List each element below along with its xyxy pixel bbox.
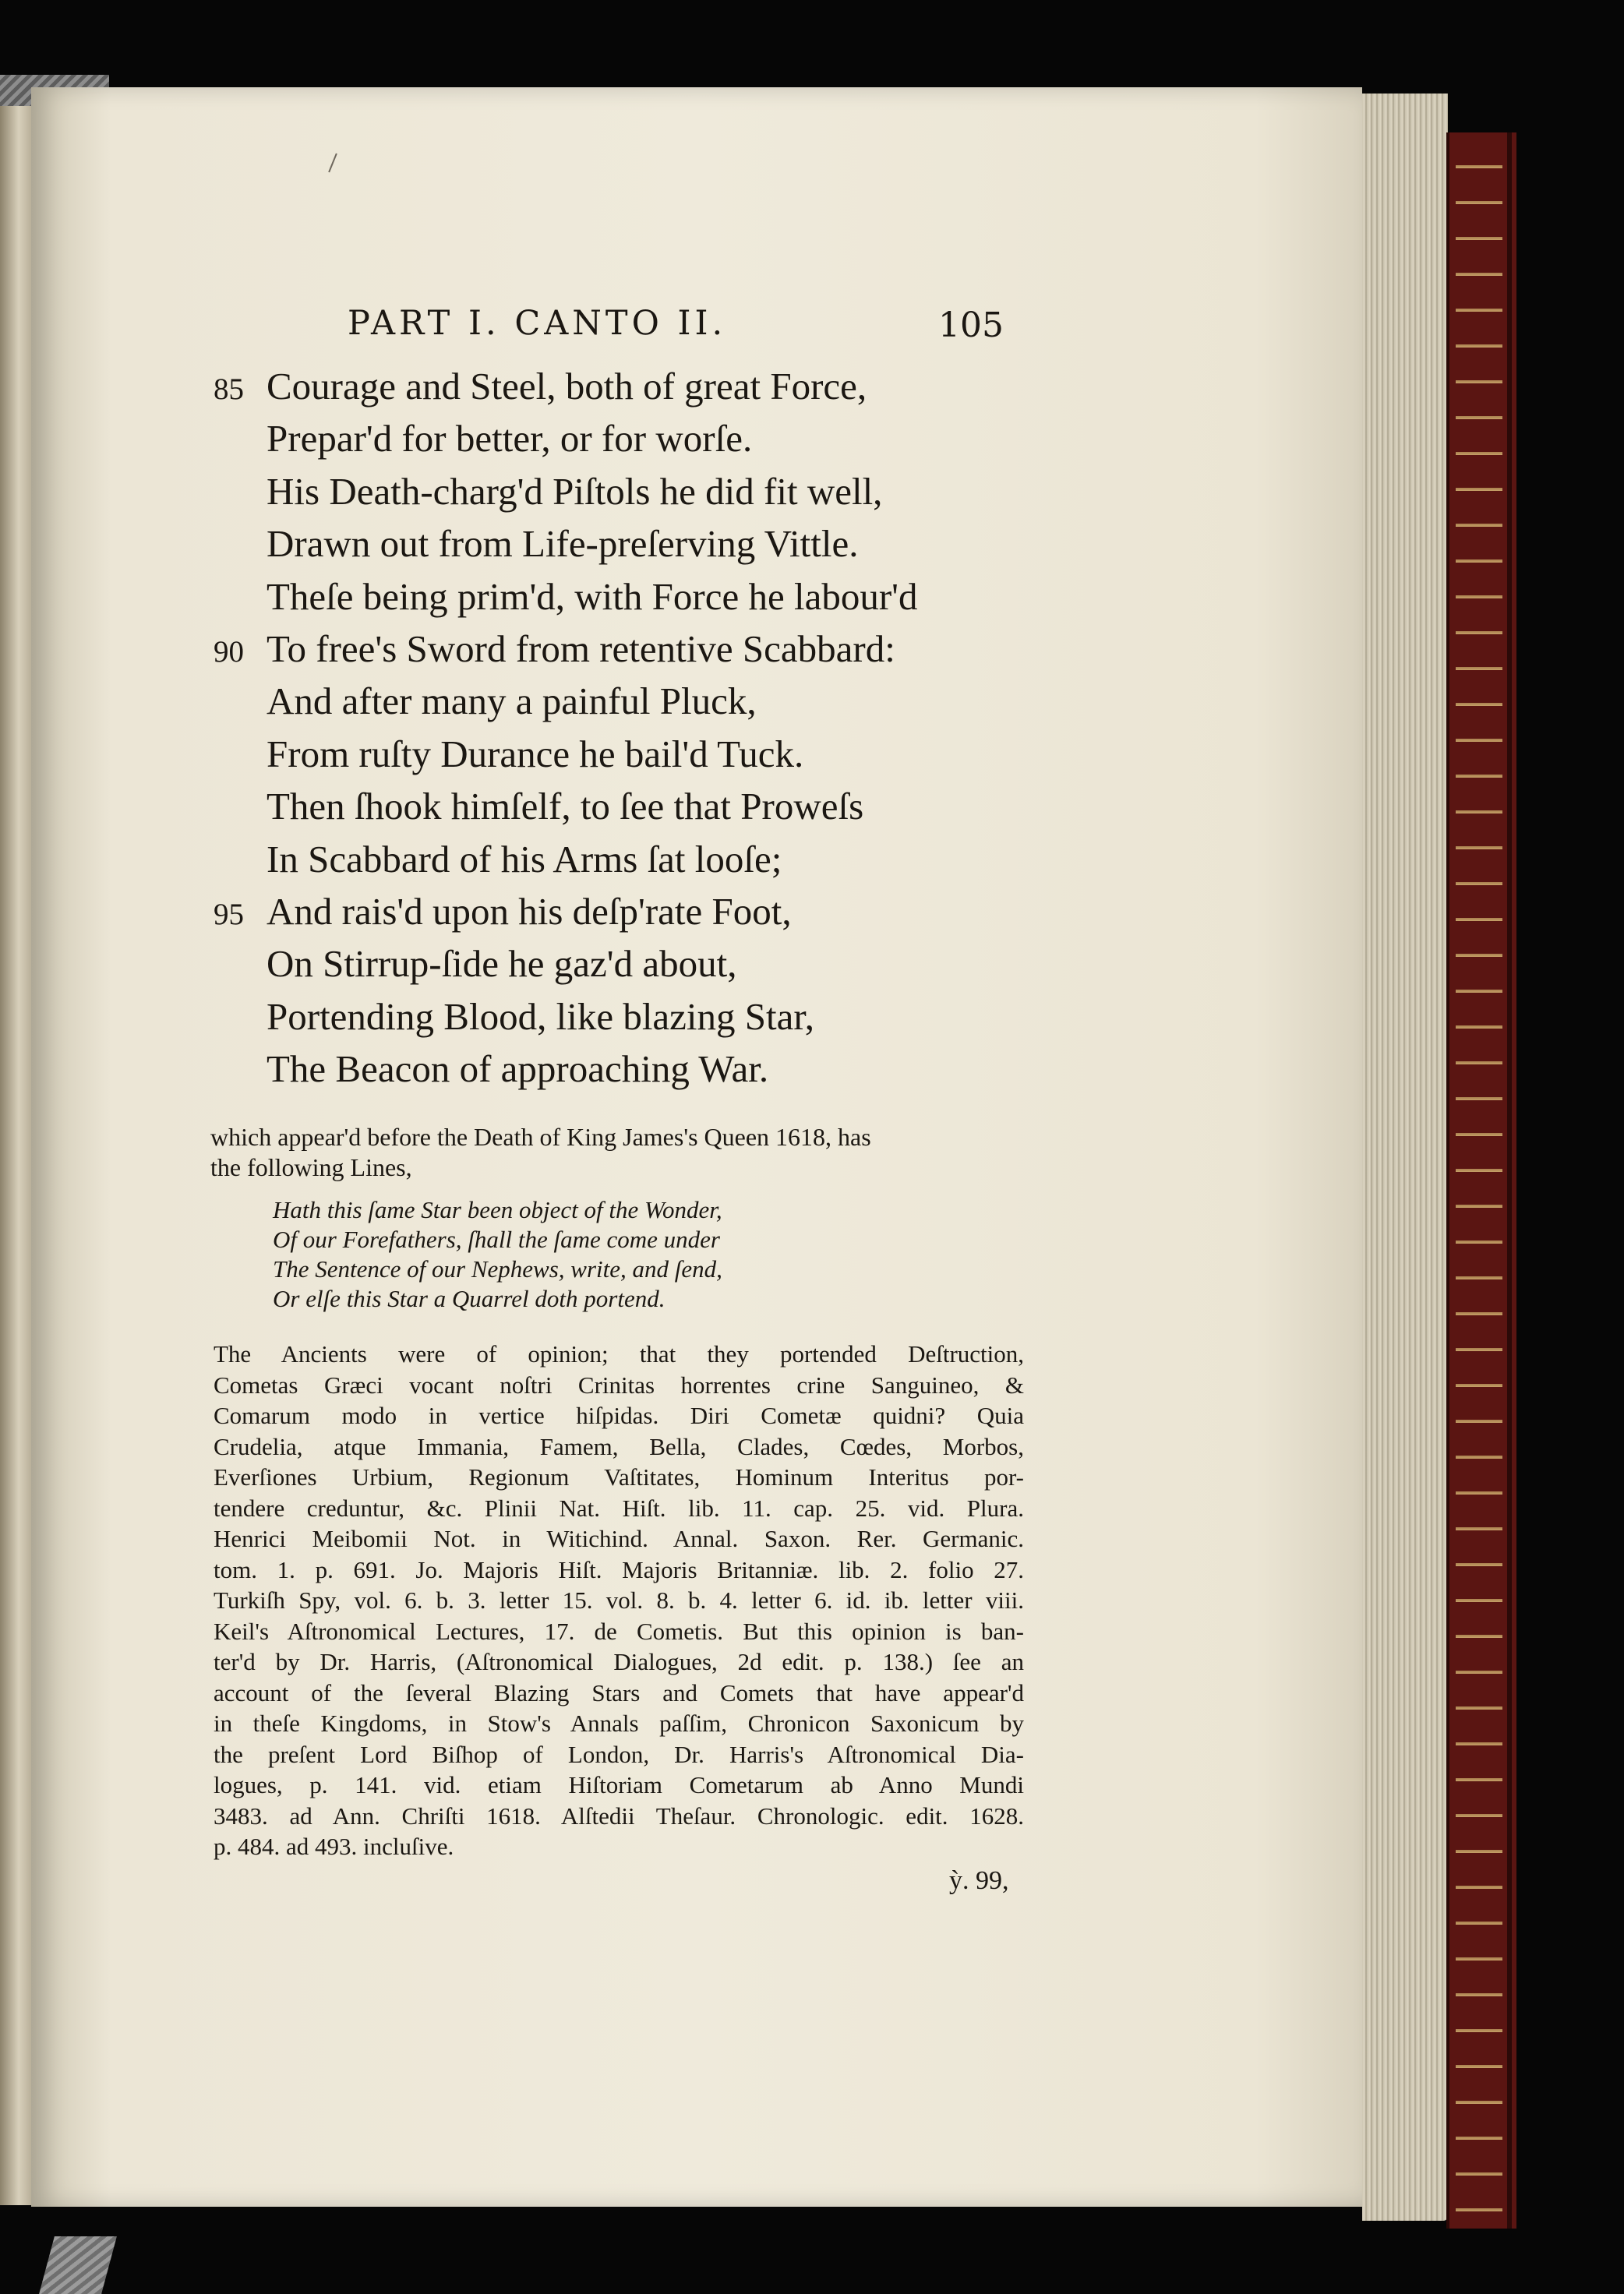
verse-text: His Death-charg'd Piſtols he did fit well, bbox=[267, 469, 883, 513]
verse-line bbox=[210, 833, 1036, 885]
verse-text: Prepar'd for better, or for worſe. bbox=[267, 417, 753, 461]
commentary-line: ter'd by Dr. Harris, (Aſtronomical Dialogues, 2d edit. p. 138.) ſee an bbox=[214, 1648, 1024, 1675]
quote-line: Or elſe this Star a Quarrel doth portend. bbox=[273, 1285, 665, 1312]
verse-line bbox=[210, 937, 1036, 990]
commentary-line: Henrici Meibomii Not. in Witichind. Annal. Saxon. Rer. Germanic. bbox=[214, 1525, 1024, 1552]
note-line: which appear'd before the Death of King James's Queen 1618, has bbox=[210, 1123, 871, 1151]
verse-line bbox=[210, 728, 1036, 780]
verse-text: And after many a painful Pluck, bbox=[267, 679, 757, 723]
verse-line bbox=[210, 780, 1036, 832]
verse-text: Then ſhook himſelf, to ſee that Proweſs bbox=[267, 785, 864, 828]
commentary-line: logues, p. 141. vid. etiam Hiſtoriam Cometarum ab Anno Mundi bbox=[214, 1771, 1024, 1798]
commentary-line: the preſent Lord Biſhop of London, Dr. Harris's Aſtronomical Dia- bbox=[214, 1740, 1024, 1768]
verse-line bbox=[210, 412, 1036, 464]
footnote-intro bbox=[210, 1122, 1021, 1182]
commentary-line: 3483. ad Ann. Chriſti 1618. Alſtedii Theſaur. Chronologic. edit. 1628. bbox=[214, 1802, 1024, 1830]
commentary-line: Everſiones Urbium, Regionum Vaſtitates, Hominum Interitus por- bbox=[214, 1463, 1024, 1491]
binding-edge bbox=[1507, 132, 1512, 2229]
verse-line bbox=[210, 885, 1036, 937]
verse-line bbox=[210, 990, 1036, 1043]
commentary-line: tendere creduntur, &c. Plinii Nat. Hiſt. lib. 11. cap. 25. vid. Plura. bbox=[214, 1494, 1024, 1522]
verse-block bbox=[210, 360, 1036, 1095]
verse-text: And rais'd upon his deſp'rate Foot, bbox=[267, 889, 792, 933]
quote-line: The Sentence of our Nephews, write, and ſend, bbox=[273, 1255, 722, 1283]
quote-line: Hath this ſame Star been object of the Wonder, bbox=[273, 1196, 722, 1223]
commentary-line: Keil's Aſtronomical Lectures, 17. de Cometis. But this opinion is ban- bbox=[214, 1617, 1024, 1645]
verse-line bbox=[210, 570, 1036, 623]
footnote-commentary bbox=[214, 1339, 1024, 1862]
line-number: 85 bbox=[214, 372, 244, 406]
verse-text: To free's Sword from retentive Scabbard: bbox=[267, 626, 895, 670]
verse-text: Courage and Steel, both of great Force, bbox=[267, 365, 867, 408]
commentary-line: tom. 1. p. 691. Jo. Majoris Hiſt. Majoris Britanniæ. lib. 2. folio 27. bbox=[214, 1555, 1024, 1583]
verse-line bbox=[210, 623, 1036, 675]
commentary-line: The Ancients were of opinion; that they portended Deſtruction, bbox=[214, 1340, 1024, 1368]
verse-line bbox=[210, 465, 1036, 517]
verse-line bbox=[210, 1043, 1036, 1095]
running-head: PART I. CANTO II. bbox=[348, 304, 727, 343]
line-number: 90 bbox=[214, 634, 244, 669]
commentary-line: account of the ſeveral Blazing Stars and Comets that have appear'd bbox=[214, 1678, 1024, 1706]
verse-line bbox=[210, 517, 1036, 570]
verse-text: Portending Blood, like blazing Star, bbox=[267, 994, 815, 1038]
page-edges bbox=[1362, 94, 1448, 2221]
verse-text: On Stirrup-ſide he gaz'd about, bbox=[267, 942, 737, 986]
verse-line bbox=[210, 675, 1036, 727]
commentary-line: p. 484. ad 493. incluſive. bbox=[214, 1833, 454, 1860]
bookmark-ribbon-end bbox=[39, 2236, 117, 2294]
facing-page-edge bbox=[0, 86, 31, 2205]
commentary-line: in theſe Kingdoms, in Stow's Annals paſſim, Chronicon Saxonicum by bbox=[214, 1710, 1024, 1737]
footnote-quotation bbox=[273, 1195, 722, 1314]
line-number: 95 bbox=[214, 897, 244, 931]
verse-text: In Scabbard of his Arms ſat looſe; bbox=[267, 837, 782, 881]
commentary-line: Turkiſh Spy, vol. 6. b. 3. letter 15. vol. 8. b. 4. letter 6. id. ib. letter viii. bbox=[214, 1586, 1024, 1614]
verse-text: The Beacon of approaching War. bbox=[267, 1047, 769, 1091]
gilt-tooling bbox=[1456, 148, 1502, 2213]
verse-text: Drawn out from Life-preſerving Vittle. bbox=[267, 522, 859, 566]
page-number: 105 bbox=[938, 305, 1004, 345]
commentary-line: Cometas Græci vocant noſtri Crinitas horrentes crine Sanguineo, & bbox=[214, 1371, 1024, 1399]
commentary-line: Crudelia, atque Immania, Famem, Bella, Clades, Cœdes, Morbos, bbox=[214, 1432, 1024, 1460]
verse-line bbox=[210, 360, 1036, 412]
quote-line: Of our Forefathers, ſhall the ſame come under bbox=[273, 1226, 720, 1253]
note-line: the following Lines, bbox=[210, 1152, 412, 1181]
verse-text: From ruſty Durance he bail'd Tuck. bbox=[267, 732, 804, 775]
catchword: ỳ. 99, bbox=[949, 1866, 1009, 1895]
verse-text: Theſe being prim'd, with Force he labour'd bbox=[267, 574, 918, 618]
commentary-line: Comarum modo in vertice hiſpidas. Diri Cometæ quidni? Quia bbox=[214, 1402, 1024, 1429]
